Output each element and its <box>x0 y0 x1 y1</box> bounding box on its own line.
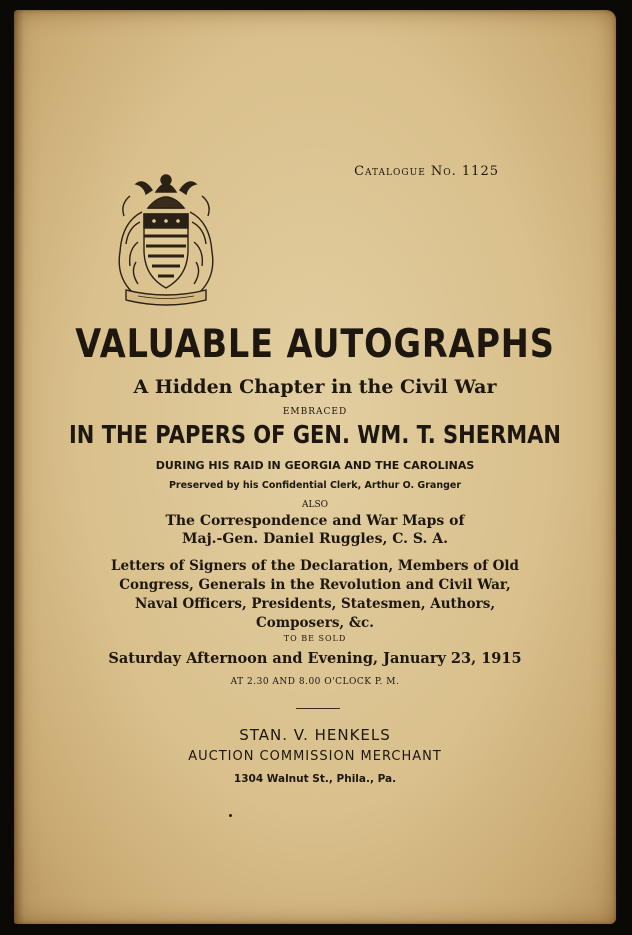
letters-line: Naval Officers, Presidents, Statesmen, Authors, <box>134 596 496 612</box>
embraced-label: EMBRACED <box>282 407 348 417</box>
auctioneer-title: AUCTION COMMISSION MERCHANT <box>188 749 442 764</box>
auctioneer-name: STAN. V. HENKELS <box>239 726 391 744</box>
sale-time: AT 2.30 AND 8.00 O'CLOCK P. M. <box>230 677 400 687</box>
raid-subheading: DURING HIS RAID IN GEORGIA AND THE CAROLINAS <box>155 459 475 472</box>
letters-line: Composers, &c. <box>256 615 374 631</box>
letters-line: Letters of Signers of the Declaration, Members of Old <box>111 558 519 574</box>
sale-date: Saturday Afternoon and Evening, January 23, 1915 <box>108 650 522 667</box>
coat-of-arms-icon <box>112 162 220 310</box>
letters-line: Congress, Generals in the Revolution and Civil War, <box>119 577 511 593</box>
catalogue-subtitle: A Hidden Chapter in the Civil War <box>133 376 497 398</box>
catalogue-cover <box>14 10 616 924</box>
clerk-credit: Preserved by his Confidential Clerk, Arthur O. Granger <box>168 480 462 491</box>
letters-description <box>14 557 616 633</box>
correspondence-line: Maj.-Gen. Daniel Ruggles, C. S. A. <box>182 531 448 547</box>
ink-spot <box>229 814 232 817</box>
auctioneer-address: 1304 Walnut St., Phila., Pa. <box>233 773 397 785</box>
divider <box>296 708 340 709</box>
correspondence-line: The Correspondence and War Maps of <box>165 513 465 529</box>
catalogue-number: Catalogue No. 1125 <box>354 164 499 179</box>
to-be-sold-label: TO BE SOLD <box>283 634 347 643</box>
also-label: ALSO <box>301 500 329 510</box>
catalogue-title: VALUABLE AUTOGRAPHS <box>75 322 555 367</box>
sherman-papers-heading: IN THE PAPERS OF GEN. WM. T. SHERMAN <box>68 420 561 449</box>
